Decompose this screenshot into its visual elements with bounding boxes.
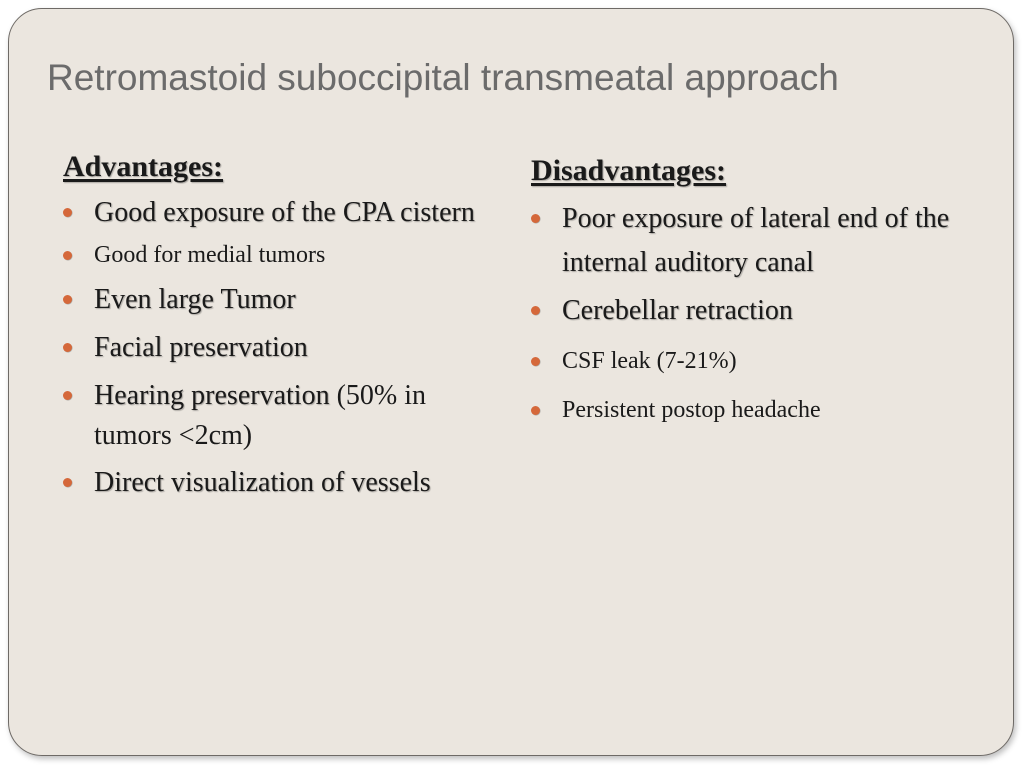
bullet-icon [531, 406, 540, 415]
slide [8, 8, 1014, 756]
list-item-text: CSF leak (7-21%) [562, 348, 737, 374]
disadvantages-list [531, 197, 981, 426]
list-item-text: Good exposure of the CPA cistern [94, 197, 475, 228]
slide-title: Retromastoid suboccipital transmeatal approach [47, 57, 839, 98]
advantages-list [63, 193, 503, 503]
list-item [63, 193, 503, 233]
list-item-text: Even large Tumor [94, 284, 296, 315]
list-item-text: Poor exposure of lateral end of the internal auditory canal [562, 203, 950, 278]
list-item-suffix: (50% in tumors <2cm) [94, 380, 427, 451]
bullet-icon [63, 343, 72, 352]
bullet-icon [531, 357, 540, 366]
list-item [531, 345, 981, 377]
list-item [531, 291, 981, 331]
disadvantages-heading: Disadvantages: [531, 154, 727, 187]
list-item [63, 463, 503, 503]
list-item-text: Good for medial tumors [94, 242, 326, 268]
bullet-icon [63, 295, 72, 304]
list-item [63, 239, 503, 271]
bullet-icon [63, 251, 72, 260]
advantages-heading: Advantages: [63, 150, 224, 183]
list-item-text: Direct visualization of vessels [94, 467, 431, 498]
list-item-text: Hearing preservation [94, 380, 330, 411]
disadvantages-column [531, 153, 981, 426]
list-item-text: Persistent postop headache [562, 397, 821, 423]
list-item [531, 197, 981, 285]
list-item-text: Cerebellar retraction [562, 295, 793, 326]
list-item-text: Facial preservation [94, 332, 308, 363]
advantages-column [63, 149, 503, 503]
list-item [63, 280, 503, 320]
bullet-icon [531, 306, 540, 315]
bullet-icon [63, 208, 72, 217]
bullet-icon [63, 391, 72, 400]
bullet-icon [63, 478, 72, 487]
list-item [531, 394, 981, 426]
list-item [63, 328, 503, 368]
bullet-icon [531, 214, 540, 223]
list-item [63, 376, 503, 456]
